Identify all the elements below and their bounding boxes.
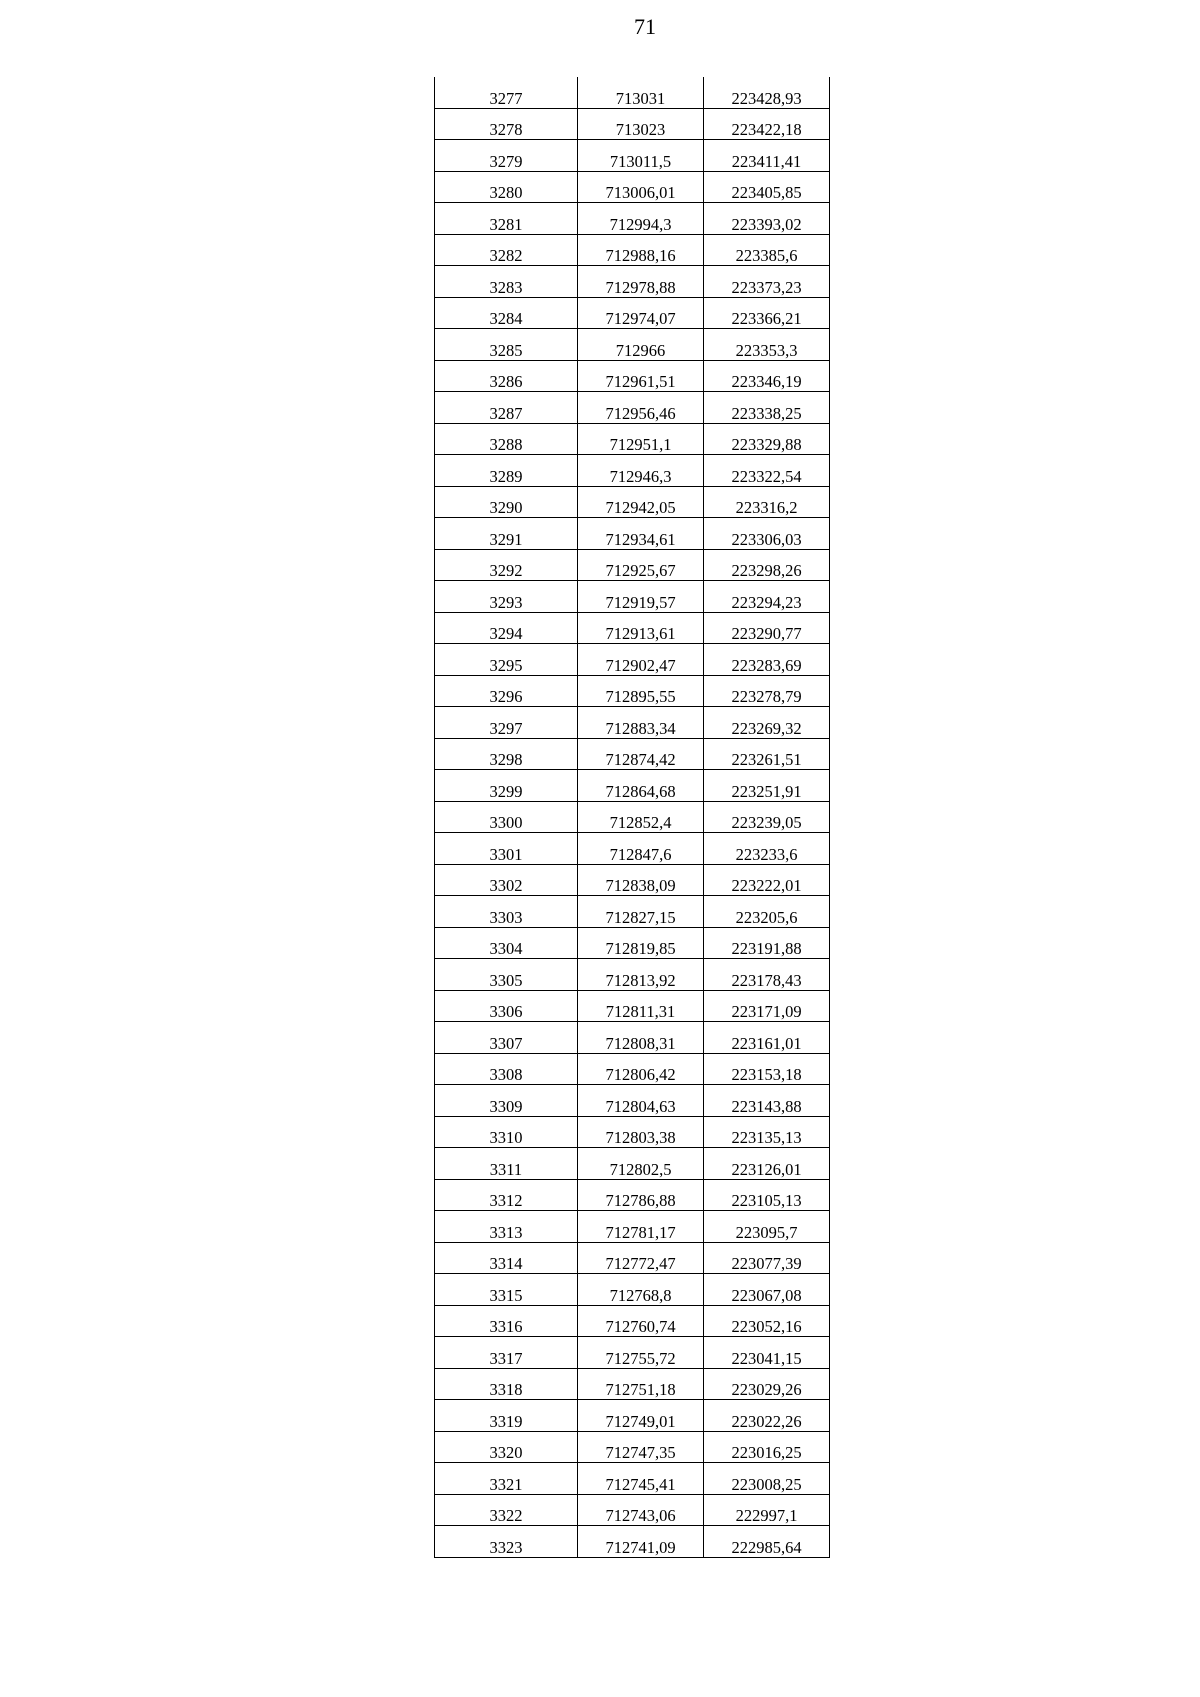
y-coordinate-cell: 223041,15 (704, 1337, 830, 1369)
y-coordinate-cell: 223161,01 (704, 1022, 830, 1054)
table-row (435, 990, 830, 1022)
point-number-cell: 3295 (435, 644, 578, 676)
x-coordinate-cell: 712751,18 (578, 1368, 704, 1400)
x-coordinate-cell: 712988,16 (578, 234, 704, 266)
table-row (435, 1274, 830, 1306)
x-coordinate-cell: 713011,5 (578, 140, 704, 172)
coordinates-table (434, 77, 830, 1558)
table-row (435, 581, 830, 613)
point-number-cell: 3310 (435, 1116, 578, 1148)
y-coordinate-cell: 223346,19 (704, 360, 830, 392)
y-coordinate-cell: 223077,39 (704, 1242, 830, 1274)
y-coordinate-cell: 223008,25 (704, 1463, 830, 1495)
x-coordinate-cell: 712804,63 (578, 1085, 704, 1117)
y-coordinate-cell: 223022,26 (704, 1400, 830, 1432)
x-coordinate-cell: 712749,01 (578, 1400, 704, 1432)
table-row (435, 486, 830, 518)
y-coordinate-cell: 223306,03 (704, 518, 830, 550)
x-coordinate-cell: 712741,09 (578, 1526, 704, 1558)
point-number-cell: 3318 (435, 1368, 578, 1400)
table-row (435, 1400, 830, 1432)
x-coordinate-cell: 713006,01 (578, 171, 704, 203)
point-number-cell: 3285 (435, 329, 578, 361)
x-coordinate-cell: 712760,74 (578, 1305, 704, 1337)
point-number-cell: 3323 (435, 1526, 578, 1558)
y-coordinate-cell: 223322,54 (704, 455, 830, 487)
table-row (435, 644, 830, 676)
table-row (435, 392, 830, 424)
x-coordinate-cell: 712745,41 (578, 1463, 704, 1495)
y-coordinate-cell: 223329,88 (704, 423, 830, 455)
y-coordinate-cell: 223067,08 (704, 1274, 830, 1306)
x-coordinate-cell: 712772,47 (578, 1242, 704, 1274)
page-number: 71 (634, 14, 656, 39)
x-coordinate-cell: 712974,07 (578, 297, 704, 329)
table-row (435, 675, 830, 707)
x-coordinate-cell: 712994,3 (578, 203, 704, 235)
y-coordinate-cell: 223135,13 (704, 1116, 830, 1148)
y-coordinate-cell: 223052,16 (704, 1305, 830, 1337)
table-row (435, 1085, 830, 1117)
x-coordinate-cell: 712803,38 (578, 1116, 704, 1148)
x-coordinate-cell: 713023 (578, 108, 704, 140)
point-number-cell: 3311 (435, 1148, 578, 1180)
point-number-cell: 3284 (435, 297, 578, 329)
x-coordinate-cell: 712806,42 (578, 1053, 704, 1085)
x-coordinate-cell: 712946,3 (578, 455, 704, 487)
table-row (435, 864, 830, 896)
table-row (435, 360, 830, 392)
y-coordinate-cell: 223290,77 (704, 612, 830, 644)
x-coordinate-cell: 712747,35 (578, 1431, 704, 1463)
table-row (435, 266, 830, 298)
table-row (435, 801, 830, 833)
y-coordinate-cell: 223239,05 (704, 801, 830, 833)
y-coordinate-cell: 223143,88 (704, 1085, 830, 1117)
point-number-cell: 3289 (435, 455, 578, 487)
point-number-cell: 3278 (435, 108, 578, 140)
x-coordinate-cell: 712864,68 (578, 770, 704, 802)
table-row (435, 518, 830, 550)
table-row (435, 1463, 830, 1495)
y-coordinate-cell: 223171,09 (704, 990, 830, 1022)
y-coordinate-cell: 223205,6 (704, 896, 830, 928)
x-coordinate-cell: 712966 (578, 329, 704, 361)
y-coordinate-cell: 223298,26 (704, 549, 830, 581)
y-coordinate-cell: 223422,18 (704, 108, 830, 140)
point-number-cell: 3282 (435, 234, 578, 266)
point-number-cell: 3313 (435, 1211, 578, 1243)
point-number-cell: 3277 (435, 77, 578, 108)
y-coordinate-cell: 223428,93 (704, 77, 830, 108)
table-row (435, 108, 830, 140)
table-row (435, 1148, 830, 1180)
point-number-cell: 3316 (435, 1305, 578, 1337)
x-coordinate-cell: 712827,15 (578, 896, 704, 928)
y-coordinate-cell: 222985,64 (704, 1526, 830, 1558)
y-coordinate-cell: 223385,6 (704, 234, 830, 266)
y-coordinate-cell: 223294,23 (704, 581, 830, 613)
table-row (435, 707, 830, 739)
point-number-cell: 3297 (435, 707, 578, 739)
y-coordinate-cell: 223095,7 (704, 1211, 830, 1243)
x-coordinate-cell: 712919,57 (578, 581, 704, 613)
y-coordinate-cell: 223393,02 (704, 203, 830, 235)
x-coordinate-cell: 712847,6 (578, 833, 704, 865)
y-coordinate-cell: 223338,25 (704, 392, 830, 424)
point-number-cell: 3293 (435, 581, 578, 613)
y-coordinate-cell: 223316,2 (704, 486, 830, 518)
y-coordinate-cell: 223016,25 (704, 1431, 830, 1463)
table-row (435, 1337, 830, 1369)
point-number-cell: 3309 (435, 1085, 578, 1117)
table-row (435, 927, 830, 959)
table-row (435, 329, 830, 361)
y-coordinate-cell: 223269,32 (704, 707, 830, 739)
point-number-cell: 3322 (435, 1494, 578, 1526)
x-coordinate-cell: 712942,05 (578, 486, 704, 518)
point-number-cell: 3287 (435, 392, 578, 424)
table-row (435, 203, 830, 235)
x-coordinate-cell: 712755,72 (578, 1337, 704, 1369)
table-row (435, 549, 830, 581)
x-coordinate-cell: 712768,8 (578, 1274, 704, 1306)
y-coordinate-cell: 223126,01 (704, 1148, 830, 1180)
table-row (435, 1305, 830, 1337)
x-coordinate-cell: 712934,61 (578, 518, 704, 550)
y-coordinate-cell: 223373,23 (704, 266, 830, 298)
table-row (435, 738, 830, 770)
table-row (435, 896, 830, 928)
table-row (435, 77, 830, 108)
x-coordinate-cell: 712902,47 (578, 644, 704, 676)
coordinates-table-body (435, 77, 830, 1557)
point-number-cell: 3288 (435, 423, 578, 455)
point-number-cell: 3320 (435, 1431, 578, 1463)
table-row (435, 612, 830, 644)
y-coordinate-cell: 223153,18 (704, 1053, 830, 1085)
x-coordinate-cell: 712786,88 (578, 1179, 704, 1211)
point-number-cell: 3307 (435, 1022, 578, 1054)
y-coordinate-cell: 223191,88 (704, 927, 830, 959)
point-number-cell: 3299 (435, 770, 578, 802)
x-coordinate-cell: 712978,88 (578, 266, 704, 298)
y-coordinate-cell: 223366,21 (704, 297, 830, 329)
point-number-cell: 3291 (435, 518, 578, 550)
point-number-cell: 3283 (435, 266, 578, 298)
y-coordinate-cell: 223411,41 (704, 140, 830, 172)
x-coordinate-cell: 712883,34 (578, 707, 704, 739)
y-coordinate-cell: 223233,6 (704, 833, 830, 865)
table-row (435, 959, 830, 991)
y-coordinate-cell: 223283,69 (704, 644, 830, 676)
x-coordinate-cell: 712743,06 (578, 1494, 704, 1526)
point-number-cell: 3280 (435, 171, 578, 203)
x-coordinate-cell: 712913,61 (578, 612, 704, 644)
table-row (435, 423, 830, 455)
point-number-cell: 3279 (435, 140, 578, 172)
point-number-cell: 3300 (435, 801, 578, 833)
point-number-cell: 3308 (435, 1053, 578, 1085)
x-coordinate-cell: 712838,09 (578, 864, 704, 896)
x-coordinate-cell: 712961,51 (578, 360, 704, 392)
x-coordinate-cell: 712925,67 (578, 549, 704, 581)
table-row (435, 1494, 830, 1526)
point-number-cell: 3290 (435, 486, 578, 518)
y-coordinate-cell: 223278,79 (704, 675, 830, 707)
table-row (435, 171, 830, 203)
point-number-cell: 3301 (435, 833, 578, 865)
y-coordinate-cell: 223353,3 (704, 329, 830, 361)
point-number-cell: 3286 (435, 360, 578, 392)
point-number-cell: 3319 (435, 1400, 578, 1432)
point-number-cell: 3303 (435, 896, 578, 928)
x-coordinate-cell: 712951,1 (578, 423, 704, 455)
table-row (435, 833, 830, 865)
table-row (435, 1179, 830, 1211)
table-row (435, 1431, 830, 1463)
x-coordinate-cell: 712956,46 (578, 392, 704, 424)
point-number-cell: 3296 (435, 675, 578, 707)
table-row (435, 1242, 830, 1274)
point-number-cell: 3298 (435, 738, 578, 770)
y-coordinate-cell: 223029,26 (704, 1368, 830, 1400)
y-coordinate-cell: 223222,01 (704, 864, 830, 896)
table-row (435, 1022, 830, 1054)
point-number-cell: 3302 (435, 864, 578, 896)
point-number-cell: 3317 (435, 1337, 578, 1369)
point-number-cell: 3281 (435, 203, 578, 235)
table-row (435, 1526, 830, 1558)
y-coordinate-cell: 223251,91 (704, 770, 830, 802)
y-coordinate-cell: 223178,43 (704, 959, 830, 991)
x-coordinate-cell: 712808,31 (578, 1022, 704, 1054)
x-coordinate-cell: 712874,42 (578, 738, 704, 770)
table-row (435, 1368, 830, 1400)
point-number-cell: 3294 (435, 612, 578, 644)
table-row (435, 1116, 830, 1148)
point-number-cell: 3315 (435, 1274, 578, 1306)
table-row (435, 234, 830, 266)
table-row (435, 140, 830, 172)
x-coordinate-cell: 712852,4 (578, 801, 704, 833)
point-number-cell: 3292 (435, 549, 578, 581)
x-coordinate-cell: 712811,31 (578, 990, 704, 1022)
table-row (435, 1053, 830, 1085)
y-coordinate-cell: 223405,85 (704, 171, 830, 203)
y-coordinate-cell: 223261,51 (704, 738, 830, 770)
x-coordinate-cell: 712895,55 (578, 675, 704, 707)
point-number-cell: 3306 (435, 990, 578, 1022)
point-number-cell: 3312 (435, 1179, 578, 1211)
table-row (435, 455, 830, 487)
point-number-cell: 3314 (435, 1242, 578, 1274)
point-number-cell: 3321 (435, 1463, 578, 1495)
y-coordinate-cell: 222997,1 (704, 1494, 830, 1526)
point-number-cell: 3304 (435, 927, 578, 959)
table-row (435, 1211, 830, 1243)
x-coordinate-cell: 712813,92 (578, 959, 704, 991)
table-row (435, 770, 830, 802)
point-number-cell: 3305 (435, 959, 578, 991)
y-coordinate-cell: 223105,13 (704, 1179, 830, 1211)
x-coordinate-cell: 712802,5 (578, 1148, 704, 1180)
x-coordinate-cell: 712819,85 (578, 927, 704, 959)
x-coordinate-cell: 712781,17 (578, 1211, 704, 1243)
table-row (435, 297, 830, 329)
x-coordinate-cell: 713031 (578, 77, 704, 108)
